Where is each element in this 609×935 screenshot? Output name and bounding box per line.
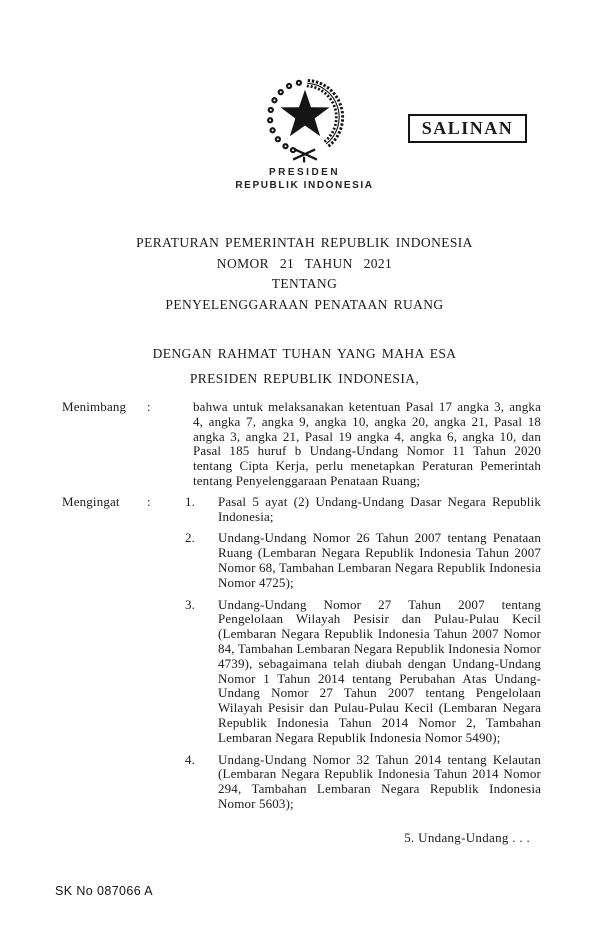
- item-number: 2.: [185, 530, 196, 546]
- salinan-stamp-label: SALINAN: [421, 118, 514, 138]
- item-number: 1.: [185, 493, 196, 509]
- document-control-number: SK No 087066 A: [55, 884, 154, 898]
- legal-basis-list: [185, 495, 541, 812]
- legal-basis-item: [185, 598, 541, 746]
- item-number: 3.: [185, 596, 196, 612]
- preamble-body: [62, 400, 541, 818]
- legal-basis-label: Mengingat: [62, 493, 120, 509]
- considering-colon: :: [147, 399, 151, 414]
- invocation-line: DENGAN RAHMAT TUHAN YANG MAHA ESA: [152, 346, 457, 361]
- title-regulation-name: PERATURAN PEMERINTAH REPUBLIK INDONESIA: [136, 235, 473, 250]
- legal-basis-item: [185, 531, 541, 590]
- legal-basis-section: [62, 495, 541, 812]
- presidential-emblem-icon: [259, 76, 351, 164]
- legal-basis-item: [185, 495, 541, 525]
- legal-basis-item: [185, 753, 541, 812]
- title-tentang: TENTANG: [271, 276, 338, 291]
- considering-label: Menimbang: [62, 399, 127, 414]
- item-text: Undang-Undang Nomor 27 Tahun 2007 tentang Pengelolaan Wilayah Pesisir dan Pulau-Pulau Kecil (Lembaran Negara Republik Indonesia Tahun 2007 Nomor 84, Tambahan Lembaran Negara Republik Indonesia Nomor 4739), sebagaimana telah diubah dengan Undang-Undang Nomor 1 Tahun 2014 tentang Perubahan Atas Undang-Undang Nomor 27 Tahun 2007 tentang Pengelolaan Wilayah Pesisir dan Pulau-Pulau Kecil (Lembaran Negara Republik Indonesia Tahun 2014 Nomor 2, Tambahan Lembaran Negara Republik Indonesia Nomor 5490);: [218, 596, 541, 745]
- item-text: Pasal 5 ayat (2) Undang-Undang Dasar Negara Republik Indonesia;: [218, 493, 541, 524]
- item-text: Undang-Undang Nomor 32 Tahun 2014 tentang Kelautan (Lembaran Negara Republik Indonesia Tahun 2014 Nomor 294, Tambahan Lembaran Negara Republik Indonesia Nomor 5603);: [218, 751, 541, 811]
- item-number: 4.: [185, 751, 196, 767]
- letterhead-presiden: PRESIDEN: [268, 167, 341, 178]
- letterhead-republik-indonesia: REPUBLIK INDONESIA: [235, 180, 374, 191]
- page-continuation-marker: 5. Undang-Undang . . .: [404, 830, 530, 845]
- item-text: Undang-Undang Nomor 26 Tahun 2007 tentang Penataan Ruang (Lembaran Negara Republik Indonesia Tahun 2007 Nomor 68, Tambahan Lembaran Negara Republik Indonesia Nomor 4725);: [218, 530, 541, 590]
- title-number-year: NOMOR 21 TAHUN 2021: [216, 255, 393, 271]
- regulation-title: [0, 236, 609, 318]
- authority-line: PRESIDEN REPUBLIK INDONESIA,: [189, 371, 420, 386]
- legal-basis-colon: :: [147, 493, 151, 509]
- letterhead: [0, 76, 609, 191]
- considering-section: [62, 400, 541, 489]
- title-subject: PENYELENGGARAAN PENATAAN RUANG: [165, 296, 444, 312]
- considering-text: bahwa untuk melaksanakan ketentuan Pasal 17 angka 3, angka 4, angka 7, angka 9, angka 10, angka 20, angka 21, Pasal 18 angka 3, angka 21, Pasal 19 angka 4, angka 6, angka 10, dan Pasal 185 huruf b Undang-Undang Nomor 11 Tahun 2020 tentang Cipta Kerja, perlu menetapkan Peraturan Pemerintah tentang Penyelenggaraan Penataan Ruang;: [193, 399, 541, 488]
